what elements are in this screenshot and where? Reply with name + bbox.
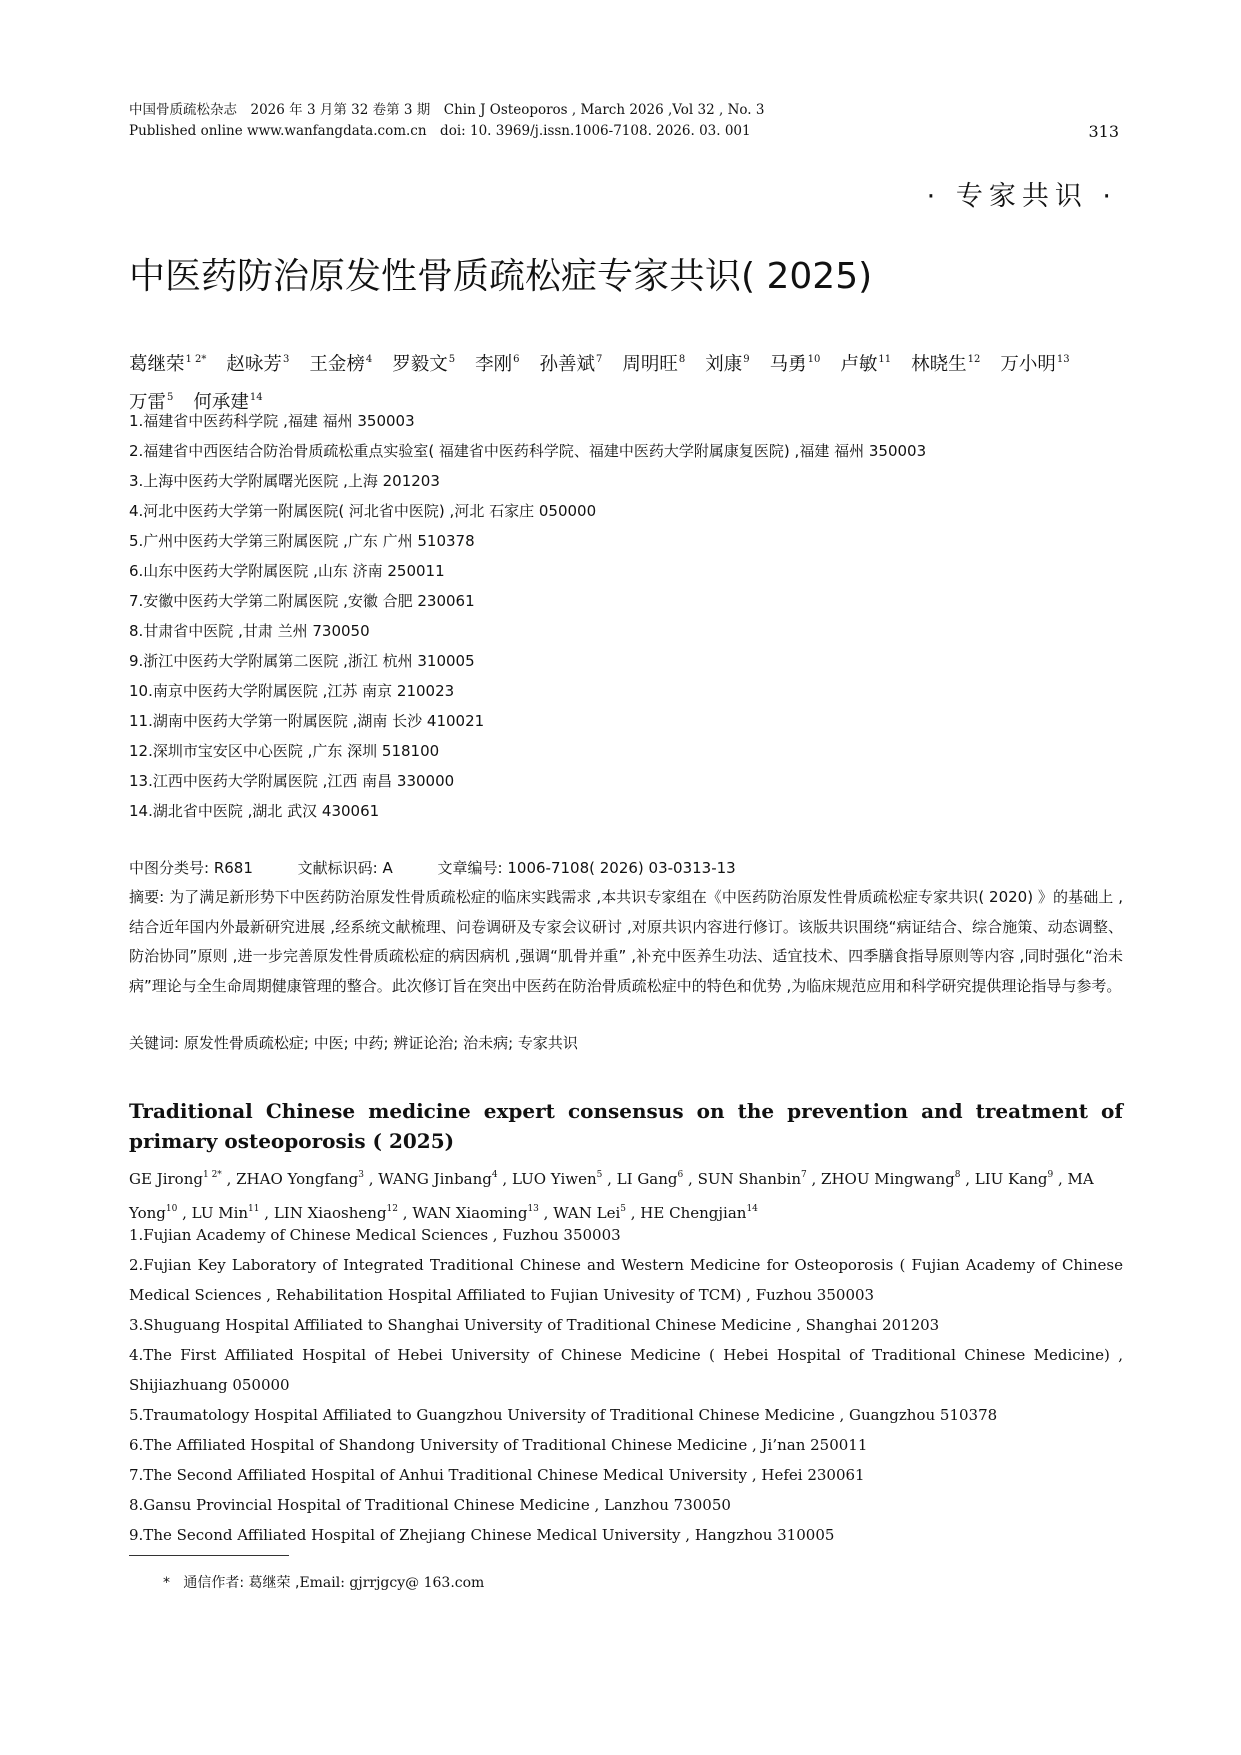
author-name-text: 林晓生 [911,354,967,375]
author-name [226,343,289,381]
author-affiliation-marker: 4 [365,354,373,365]
english-author-name-text: HE Chengjian [640,1204,747,1222]
english-author-name-text: SUN Shanbin [697,1170,801,1188]
english-author-name [378,1170,497,1188]
english-affiliation-item: 8.Gansu Provincial Hospital of Traditional Chinese Medicine , Lanzhou 730050 [129,1496,731,1514]
author-name-text: 周明旺 [622,354,678,375]
author-name-text: 罗毅文 [392,354,448,375]
author-affiliation-marker: 10 [807,354,821,365]
author-affiliation-marker: 14 [249,392,263,403]
affiliation-item: 10.南京中医药大学附属医院 ,江苏 南京 210023 [129,682,455,700]
english-author-name-text: LI Gang [616,1170,678,1188]
english-author-name-text: MA Yong [129,1170,1094,1222]
english-affiliation-item: 9.The Second Affiliated Hospital of Zhejiang Chinese Medical University , Hangzhou 310005 [129,1526,835,1544]
article-number: 文章编号: 1006-7108( 2026) 03-0313-13 [437,859,736,877]
english-author-affiliation-marker: 7 [800,1170,807,1180]
author-affiliation-marker: 3 [282,354,290,365]
author-name [475,343,519,381]
affiliation-item: 8.甘肃省中医院 ,甘肃 兰州 730050 [129,622,370,640]
affiliation-item: 11.湖南中医药大学第一附属医院 ,湖南 长沙 410021 [129,712,485,730]
author-name-text: 孙善斌 [539,354,595,375]
footnote-divider [129,1555,289,1556]
classification-line [129,857,776,878]
english-author-affiliation-marker: 5 [596,1170,603,1180]
affiliation-item: 7.安徽中医药大学第二附属医院 ,安徽 合肥 230061 [129,592,475,610]
author-name-text: 万小明 [1000,354,1056,375]
affiliation-item: 4.河北中医药大学第一附属医院( 河北省中医院) ,河北 石家庄 050000 [129,502,597,520]
author-name [392,343,455,381]
english-author-name-text: ZHOU Mingwang [821,1170,955,1188]
affiliation-item: 12.深圳市宝安区中心医院 ,广东 深圳 518100 [129,742,440,760]
author-name [129,343,206,381]
corresponding-author-footnote [163,1572,484,1592]
journal-citation-line: 中国骨质疏松杂志 2026 年 3 月第 32 卷第 3 期 Chin J Osteoporos , March 2026 ,Vol 32 , No. 3 [129,102,765,118]
clc-number: 中图分类号: R681 [129,859,253,877]
english-author-name [129,1170,222,1188]
author-name-text: 王金榜 [309,354,365,375]
author-name-text: 李刚 [475,354,513,375]
english-author-name-text: LUO Yiwen [511,1170,597,1188]
author-affiliation-marker: 6 [513,354,520,365]
english-author-affiliation-marker: 3 [358,1170,364,1180]
english-author-name-text: GE Jirong [129,1170,203,1188]
english-affiliation-item: 5.Traumatology Hospital Affiliated to Guangzhou University of Traditional Chinese Medicine , Guangzhou 510378 [129,1406,998,1424]
english-affiliation-item: 1.Fujian Academy of Chinese Medical Sciences , Fuzhou 350003 [129,1226,621,1244]
author-name-text: 卢敏 [840,354,878,375]
english-author-name-text: LIU Kang [974,1170,1048,1188]
affiliation-item: 2.福建省中西医结合防治骨质疏松重点实验室( 福建省中医药科学院、福建中医药大学附属康复医院) ,福建 福州 350003 [129,442,927,460]
document-code: 文献标识码: A [297,859,393,877]
author-name-text: 何承建 [193,392,249,413]
english-author-name [975,1170,1053,1188]
author-name [1000,343,1069,381]
english-author-affiliation-marker: 5 [620,1204,626,1214]
author-affiliation-marker: 1 2* [185,354,207,365]
author-affiliation-marker: 8 [678,354,686,365]
author-name-text: 葛继荣 [129,354,185,375]
author-name [622,343,685,381]
english-author-affiliation-marker: 9 [1047,1170,1054,1180]
english-author-name-text: WANG Jinbang [378,1170,492,1188]
english-author-list: GE Jirong$^{1 2*}$ , ZHAO Yongfang$^3$ , WANG Jinbang$^4$ , LUO Yiwen$^5$ , LI Gang$^6$ , SUN Shanbin$^7$ , ZHOU Mingwang$^8$ , LIU Kang$^9$ , MA Yong$^{10}$ , LU Min$^{11}$ , LIN Xiaosheng$^{12}$ , WAN Xiaoming$^{13}$ , WAN Lei$^5$ , HE Chengjian$^{14}$ [129,1170,1094,1222]
author-affiliation-marker: 5 [167,392,174,403]
english-author-affiliation-marker: 12 [386,1204,398,1214]
affiliation-item: 3.上海中医药大学附属曙光医院 ,上海 201203 [129,472,440,490]
english-author-affiliation-marker: 14 [746,1204,758,1214]
affiliation-item: 1.福建省中医药科学院 ,福建 福州 350003 [129,412,415,430]
author-name [911,343,980,381]
author-name-text: 万雷 [129,392,167,413]
english-author-name [236,1170,364,1188]
author-name-text: 刘康 [705,354,743,375]
english-author-affiliation-marker: 1 2* [202,1170,222,1180]
english-author-affiliation-marker: 10 [165,1204,178,1214]
author-name [539,343,602,381]
keywords: 关键词: 原发性骨质疏松症; 中医; 中药; 辨证论治; 治未病; 专家共识 [129,1034,578,1052]
english-title: Traditional Chinese medicine expert consensus on the prevention and treatment of primary osteoporosis ( 2025) [129,1099,1123,1153]
author-affiliation-marker: 11 [878,354,892,365]
doi-line: Published online www.wanfangdata.com.cn doi: 10. 3969/j.issn.1006-7108. 2026. 03. 001 [129,123,751,139]
english-affiliation-item: 3.Shuguang Hospital Affiliated to Shanghai University of Traditional Chinese Medicine , Shanghai 201203 [129,1316,940,1334]
english-author-name [698,1170,807,1188]
english-author-name [512,1170,602,1188]
english-author-name [617,1170,684,1188]
english-author-name-text: WAN Lei [553,1204,621,1222]
page-number: 313 [1088,122,1119,141]
english-affiliation-item: 6.The Affiliated Hospital of Shandong University of Traditional Chinese Medicine , Ji’nan 250011 [129,1436,868,1454]
affiliation-item: 14.湖北省中医院 ,湖北 武汉 430061 [129,802,380,820]
author-name [705,343,749,381]
running-header [129,100,1119,142]
author-email: Email: gjrrjgcy@ 163.com [299,1575,485,1591]
affiliation-item: 9.浙江中医药大学附属第二医院 ,浙江 杭州 310005 [129,652,475,670]
english-author-affiliation-marker: 11 [248,1204,260,1214]
author-affiliation-marker: 13 [1056,354,1070,365]
english-author-name-text: WAN Xiaoming [412,1204,528,1222]
english-author-affiliation-marker: 8 [954,1170,961,1180]
author-affiliation-marker: 9 [743,354,750,365]
english-affiliation-item: 4.The First Affiliated Hospital of Hebei University of Chinese Medicine ( Hebei Hospital of Traditional Chinese Medicine) , Shijiazhuang 050000 [129,1346,1123,1394]
author-affiliation-marker: 5 [448,354,456,365]
article-title: 中医药防治原发性骨质疏松症专家共识( 2025) [129,256,873,297]
footnote-marker: * [163,1575,170,1591]
abstract: 摘要: 为了满足新形势下中医药防治原发性骨质疏松症的临床实践需求 ,本共识专家组在《中医药防治原发性骨质疏松症专家共识( 2020) 》的基础上 ,结合近年国内外最新研究进展 ,经系统文献梳理、问卷调研及专家会议研讨 ,对原共识内容进行修订。该版共识围绕“病证结合、综合施策、动态调整、防治协同”原则 ,进一步完善原发性骨质疏松症的病因病机 ,强调“肌骨并重” ,补充中医养生功法、适宜技术、四季膳食指导原则等内容 ,同时强化“治未病”理论与全生命周期健康管理的整合。此次修订旨在突出中医药在防治骨质疏松症中的特色和优势 ,为临床规范应用和科学研究提供理论指导与参考。 [129,888,1123,995]
author-name [309,343,372,381]
english-author-name-text: ZHAO Yongfang [236,1170,359,1188]
author-name-text: 马勇 [769,354,807,375]
author-name [770,343,821,381]
english-affiliation-item: 2.Fujian Key Laboratory of Integrated Traditional Chinese and Western Medicine for Osteoporosis ( Fujian Academy of Chinese Medical Sciences , Rehabilitation Hospital Affiliated to Fujian Univesity of TCM) , Fuzhou 350003 [129,1256,1123,1304]
english-author-affiliation-marker: 13 [527,1204,539,1214]
affiliation-list [129,406,926,826]
affiliation-item: 5.广州中医药大学第三附属医院 ,广东 广州 510378 [129,532,475,550]
english-affiliation-item: 7.The Second Affiliated Hospital of Anhui Traditional Chinese Medical University , Hefei 230061 [129,1466,865,1484]
english-author-name-text: LIN Xiaosheng [273,1204,387,1222]
footnote-label: 通信作者: 葛继荣 , [183,1575,300,1591]
english-affiliation-list [129,1220,1123,1550]
author-name-text: 赵咏芳 [226,354,282,375]
author-affiliation-marker: 12 [967,354,981,365]
english-author-affiliation-marker: 6 [677,1170,684,1180]
author-name [840,343,891,381]
english-author-affiliation-marker: 4 [491,1170,498,1180]
column-tag: · 专家共识 · [926,181,1117,212]
affiliation-item: 6.山东中医药大学附属医院 ,山东 济南 250011 [129,562,445,580]
english-author-name-text: LU Min [191,1204,249,1222]
affiliation-item: 13.江西中医药大学附属医院 ,江西 南昌 330000 [129,772,455,790]
english-author-name [821,1170,960,1188]
author-affiliation-marker: 7 [596,354,603,365]
